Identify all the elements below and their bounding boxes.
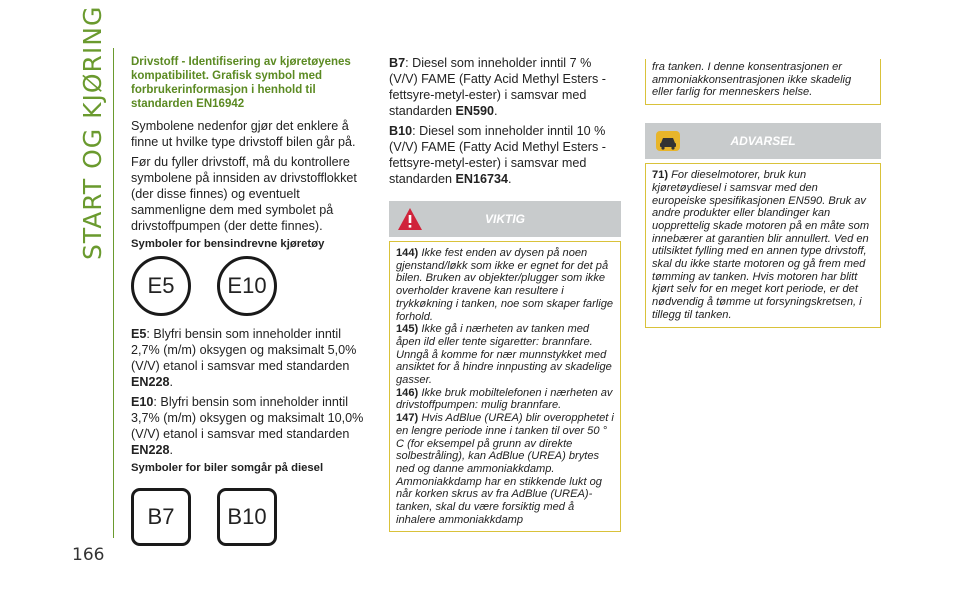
note-144: 144) Ikke fest enden av dysen på noen gjenstand/løkk som ikke er egnet for det på bilen. Bruken av objekter/plugger som ikke overholder kravene kan resultere i trykkøkning i tanken, noe som skaper farlige forhold.: [396, 247, 614, 323]
e10-description: E10: Blyfri bensin som inneholder inntil 3,7% (m/m) oksygen og maksimalt 10,0% (V/V) etanol i samsvar med standarden EN228.: [131, 395, 364, 457]
note-146: 146) Ikke bruk mobiltelefonen i nærheten av drivstoffpumpen: mulig brannfare.: [396, 386, 613, 412]
b10-description: B10: Diesel som inneholder inntil 10 % (V/V) FAME (Fatty Acid Methyl Esters - fettsyre-metyl-ester) i samsvar med standarden EN16734.: [389, 124, 606, 186]
note-145: 145) Ikke gå i nærheten av tanken med åpen ild eller tente sigaretter: brannfare. Unngå å komme for nær munnstykket med ansiktet for å hindre innpusting av skadelige gasser.: [396, 323, 612, 387]
chapter-side-title: START OG KJØRING: [78, 5, 107, 260]
page-number: 166: [72, 545, 105, 565]
b7-text: : Diesel som inneholder inntil 7 % (V/V) FAME (Fatty Acid Methyl Esters - fettsyre-metyl-ester) i samsvar med standarden: [389, 56, 606, 118]
e5-text: : Blyfri bensin som inneholder inntil 2,7% (m/m) oksygen og maksimalt 5,0% (V/V) etanol i samsvar med standarden: [131, 327, 357, 373]
note-147: 147) Hvis AdBlue (UREA) blir overopphetet i en lengre periode inne i tanken til over 50 ° C (for eksempel på grunn av direkte solbestråling), kan AdBlue (UREA) brytes ned og danne ammoniakkdamp. Ammoniakkdamp har en stikkende lukt og når korken skrus av fra AdBlue (UREA)-tanken, skal du være forsiktig med å inhalere ammoniakkdamp: [396, 412, 614, 526]
warning-box-title: ADVARSEL: [730, 134, 796, 149]
b10-code: B10: [389, 124, 413, 138]
e10-standard: EN228: [131, 443, 170, 457]
b10-text: : Diesel som inneholder inntil 10 % (V/V) FAME (Fatty Acid Methyl Esters - fettsyre-metyl-ester) i samsvar med standarden: [389, 124, 606, 186]
intro-paragraph: Symbolene nedenfor gjør det enklere å finne ut hvilke type drivstoff bilen går på.: [131, 119, 356, 149]
b7-code: B7: [389, 56, 406, 70]
section-heading: Drivstoff - Identifisering av kjøretøyenes kompatibilitet. Grafisk symbol med forbrukerinformasjon i henhold til standarden EN16942: [131, 56, 351, 110]
column-2: [389, 55, 621, 532]
column-3: [645, 59, 881, 328]
diesel-symbol-row: [131, 488, 366, 546]
note-71-number: 71): [652, 169, 669, 182]
b7-standard: EN590: [455, 104, 495, 118]
b10-standard: EN16734: [455, 172, 509, 186]
petrol-symbols-heading: Symboler for bensindrevne kjøretøy: [131, 238, 325, 250]
b7-symbol: B7: [131, 488, 191, 546]
warning-box: [645, 163, 881, 327]
b10-symbol: B10: [217, 488, 277, 546]
diesel-symbols-heading: Symboler for biler somgår på diesel: [131, 462, 324, 474]
chapter-divider-line: [113, 48, 114, 538]
column-1: [131, 55, 366, 556]
e10-symbol: E10: [217, 256, 277, 316]
note-71-text: For dieselmotorer, bruk kun kjøretøydiesel i samsvar med den europeiske spesifikasjonen EN590. Bruk av andre produkter eller blandinger kan uopprettelig skade motoren på en måte som innebærer at garantien blir annullert. Ved en utilsiktet fylling med en annen type drivstoff, skal du ikke starte motoren og gå frem med tømming av tanken. Hvis motoren har blitt kjørt selv for en meget kort periode, er det nødvendig å tømme ut forsyningskretsen, i tillegg til tanken.: [652, 169, 870, 321]
e10-text: : Blyfri bensin som inneholder inntil 3,7% (m/m) oksygen og maksimalt 10,0% (V/V) etanol i samsvar med standarden: [131, 395, 364, 441]
e5-description: E5: Blyfri bensin som inneholder inntil 2,7% (m/m) oksygen og maksimalt 5,0% (V/V) etanol i samsvar med standarden EN228.: [131, 327, 357, 389]
petrol-symbol-row: [131, 256, 366, 316]
important-box-header: [389, 201, 621, 237]
important-box: [389, 241, 621, 532]
e5-standard: EN228: [131, 375, 170, 389]
important-box-title: VIKTIG: [484, 212, 525, 226]
e5-code: E5: [131, 327, 147, 341]
e5-symbol: E5: [131, 256, 191, 316]
e10-code: E10: [131, 395, 154, 409]
b7-description: B7: Diesel som inneholder inntil 7 % (V/V) FAME (Fatty Acid Methyl Esters - fettsyre-metyl-ester) i samsvar med standarden EN590.: [389, 56, 606, 118]
warning-box-header: [645, 123, 881, 159]
continued-note: fra tanken. I denne konsentrasjonen er ammoniakkonsentrasjonen ikke skadelig eller farlig for menneskers helse.: [645, 59, 881, 105]
check-paragraph: Før du fyller drivstoff, må du kontrollere symbolene på innsiden av drivstofflokket (der disse finnes) og eventuelt sammenligne dem med symbolet på drivstoffpumpen (der dette finnes).: [131, 155, 357, 233]
